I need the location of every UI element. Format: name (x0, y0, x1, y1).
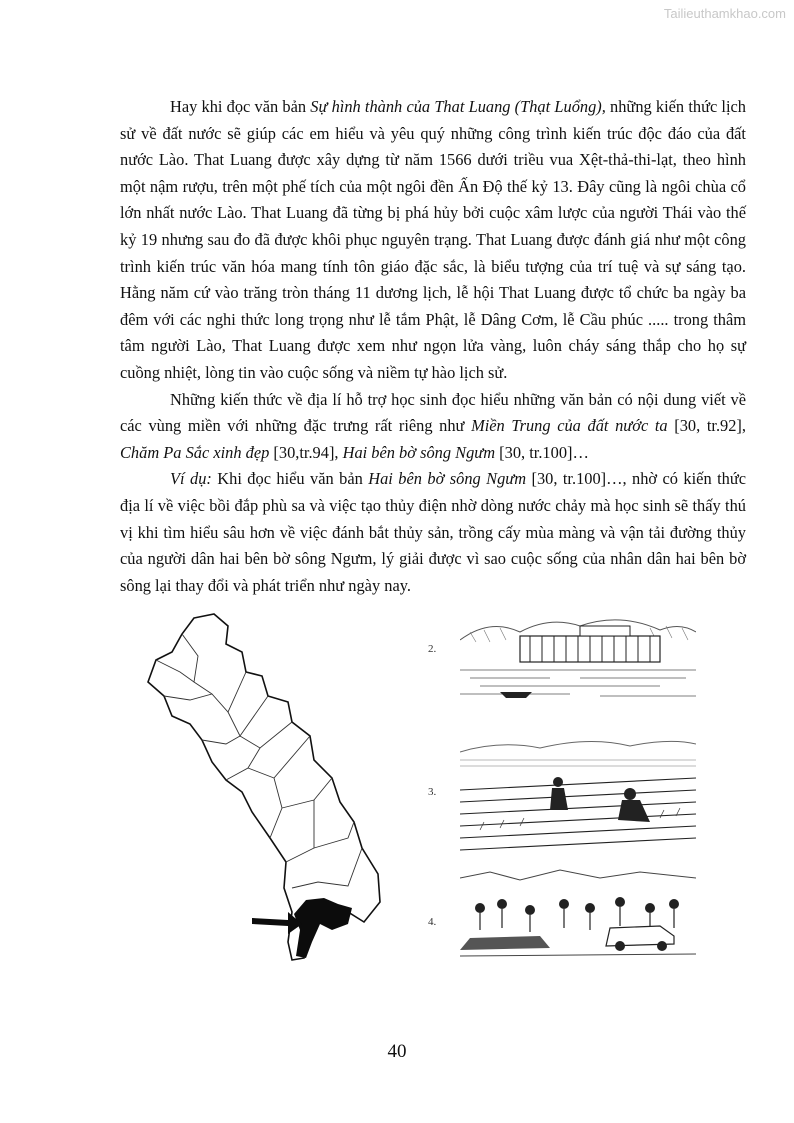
page-number: 40 (387, 1041, 407, 1062)
body-text (120, 94, 746, 599)
market-illustration (460, 868, 696, 958)
watermark: Tailieuthamkhao.com (663, 6, 786, 21)
paragraph-that-luang: Hay khi đọc văn bản Sự hình thành của That Luang (Thạt Luổng), những kiến thức lịch sử về đất nước sẽ giúp các em hiểu và yêu quý những công trình kiến trúc độc đáo của đất nước Lào. That Luang được xây dựng từ năm 1566 dưới triều vua Xệt-thả-thi-lạt, theo hình một nậm rượu, trên một phế tích của một ngôi đền Ấn Độ thế kỷ 13. Đây cũng là ngôi chùa cổ lớn nhất nước Lào. That Luang đã từng bị phá hủy bởi cuộc xâm lược của người Thái vào thế kỷ 19 nhưng sau đo đã được khôi phục nguyên trạng. That Luang được đánh giá như một công trình kiến trúc văn hóa mang tính tôn giáo đặc sắc, là biểu tượng của trí tuệ và sự sáng tạo. Hằng năm cứ vào trăng tròn tháng 11 dương lịch, lễ hội That Luang được tổ chức ba ngày ba đêm với các nghi thức long trọng như lễ tắm Phật, lễ Dâng Cơm, lễ Cầu phúc ..... trong thâm tâm người Lào, That Luang được xem như ngọn lửa vàng, luôn cháy sáng thắp cho họ sự cuồng nhiệt, lòng tin vào cuộc sống và niềm tự hào lịch sử. (120, 97, 747, 382)
figure-label-3: 3. (428, 786, 437, 798)
dam-illustration (460, 612, 696, 710)
figure-label-2: 2. (428, 643, 437, 655)
champasak-highlight (294, 898, 352, 958)
farming-illustration (460, 730, 696, 854)
paragraph-example: Ví dụ: Khi đọc hiểu văn bản Hai bên bờ sông Ngưm [30, tr.100]…, nhờ có kiến thức địa lí về việc bồi đắp phù sa và việc tạo thủy điện nhờ dòng nước chảy mà học sinh sẽ thấy thú vị khi tìm hiểu sâu hơn về việc đánh bắt thủy sản, trồng cấy mùa màng và vận tải đường thủy của người dân hai bên bờ sông Ngưm, lý giải được vì sao cuộc sống của nhân dân hai bên bờ sông lại thay đổi và phát triển như ngày nay. (120, 469, 746, 595)
laos-map-figure (142, 612, 390, 962)
figure-label-4: 4. (428, 916, 437, 928)
paragraph-geography: Những kiến thức về địa lí hỗ trợ học sinh đọc hiểu những văn bản có nội dung viết về các vùng miền với những đặc trưng rất riêng như Miền Trung của đất nước ta [30, tr.92], Chăm Pa Sắc xinh đẹp [30,tr.94], Hai bên bờ sông Ngưm [30, tr.100]… (120, 389, 746, 462)
